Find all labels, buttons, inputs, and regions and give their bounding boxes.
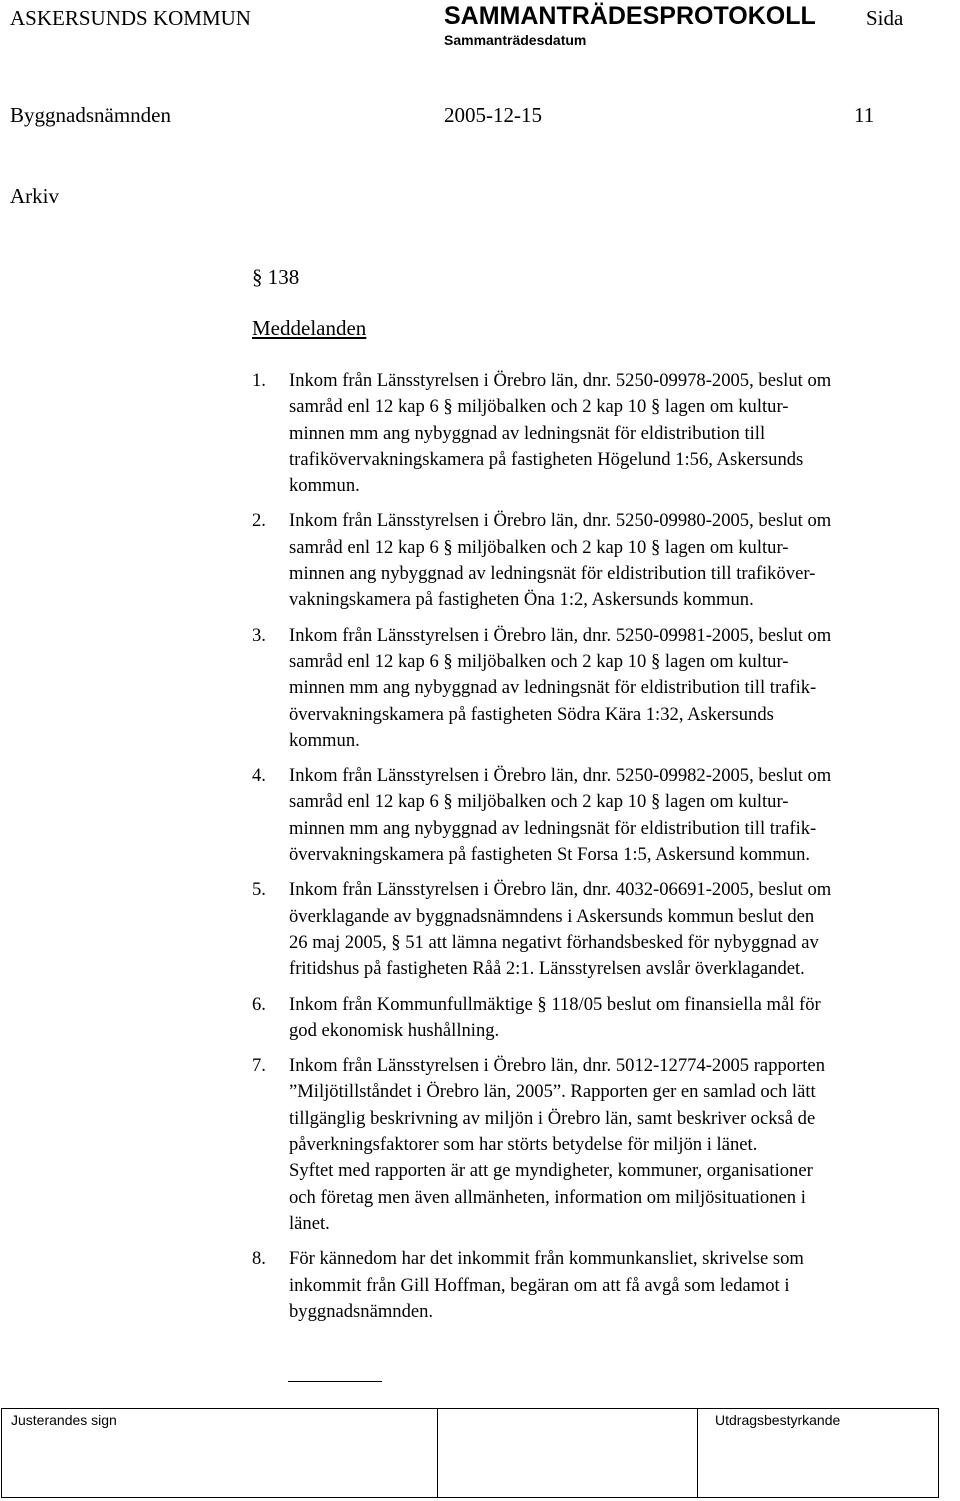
section-title: Meddelanden — [252, 316, 367, 340]
notice-item — [252, 368, 960, 499]
notice-number: 8. — [252, 1248, 266, 1270]
notice-number: 7. — [252, 1055, 266, 1077]
notice-text: Inkom från Länsstyrelsen i Örebro län, dnr. 4032-06691-2005, beslut om överklagande av byggnadsnämndens i Askersunds kommun beslut den 26 maj 2005, § 51 att lämna negativt förhandsbesked för nybyggnad av fritidshus på fastigheten Råå 2:1. Länsstyrelsen avslår överklagandet. — [289, 879, 832, 980]
municipality-name: ASKERSUNDS KOMMUN — [10, 6, 251, 30]
meeting-date: 2005-12-15 — [444, 103, 542, 127]
notice-number: 4. — [252, 765, 266, 787]
notice-text: Inkom från Länsstyrelsen i Örebro län, dnr. 5012-12774-2005 rapporten ”Miljötillståndet i Örebro län, 2005”. Rapporten ger en samlad och lätt tillgänglig beskrivning av miljön i Örebro län, samt beskriver också de påverkningsfaktorer som har störts betydelse för miljön i länet. Syftet med rapporten är att ge myndigheter, kommuner, organisationer och företag men även allmänheten, information om miljösituationen i länet. — [289, 1055, 825, 1234]
adjuster-signature-box — [2, 1409, 438, 1497]
notice-item — [252, 1246, 960, 1325]
notice-item — [252, 877, 960, 982]
notice-text: Inkom från Länsstyrelsen i Örebro län, dnr. 5250-09981-2005, beslut om samråd enl 12 kap 6 § miljöbalken och 2 kap 10 § lagen om kultur- minnen mm ang nybyggnad av ledningsnät för eldistribution till trafik- övervakningskamera på fastigheten Södra Kära 1:32, Askersunds kommun. — [289, 624, 832, 751]
notice-item — [252, 508, 960, 613]
notice-number: 1. — [252, 370, 266, 391]
notice-number: 3. — [252, 624, 266, 646]
certification-label: Utdragsbestyrkande — [715, 1412, 841, 1428]
notice-number: 6. — [252, 993, 266, 1015]
page-number: 11 — [854, 103, 875, 127]
notice-text: För kännedom har det inkommit från kommunkansliet, skrivelse som inkommit från Gill Hoffman, begäran om att få avgå som ledamot i byggnadsnämnden. — [289, 1248, 804, 1322]
signature-footer — [1, 1408, 939, 1498]
document-title: SAMMANTRÄDESPROTOKOLL — [444, 2, 816, 30]
notice-number: 5. — [252, 879, 266, 901]
notice-item — [252, 1053, 960, 1237]
notice-number: 2. — [252, 510, 266, 532]
empty-signature-box — [438, 1409, 698, 1497]
end-of-section-divider — [288, 1381, 382, 1382]
notice-text: Inkom från Länsstyrelsen i Örebro län, dnr. 5250-09982-2005, beslut om samråd enl 12 kap 6 § miljöbalken och 2 kap 10 § lagen om kultur- minnen mm ang nybyggnad av ledningsnät för eldistribution till trafik- övervakningskamera på fastigheten St Forsa 1:5, Askersund kommun. — [289, 765, 832, 866]
notice-text: Inkom från Kommunfullmäktige § 118/05 beslut om finansiella mål för god ekonomisk hushållning. — [289, 993, 821, 1041]
notice-item — [252, 763, 960, 868]
paragraph-number: § 138 — [252, 265, 300, 289]
board-name: Byggnadsnämnden — [10, 103, 171, 127]
notice-text: Inkom från Länsstyrelsen i Örebro län, dnr. 5250-09980-2005, beslut om samråd enl 12 kap 6 § miljöbalken och 2 kap 10 § lagen om kultur- minnen ang nybyggnad av ledningsnät för eldistribution till trafiköver- vakningskamera på fastigheten Öna 1:2, Askersunds kommun. — [289, 510, 832, 611]
notice-item — [252, 992, 960, 1045]
adjuster-signature-label: Justerandes sign — [11, 1412, 117, 1428]
archive-label: Arkiv — [10, 184, 59, 208]
notice-item — [252, 623, 960, 754]
notice-text: Inkom från Länsstyrelsen i Örebro län, dnr. 5250-09978-2005, beslut om samråd enl 12 kap 6 § miljöbalken och 2 kap 10 § lagen om kultur- minnen mm ang nybyggnad av ledningsnät för eldistribution till trafikövervakningskamera på fastigheten Högelund 1:56, Askersunds kommun. — [289, 370, 832, 497]
notices-list — [252, 368, 960, 1334]
page-label: Sida — [866, 6, 904, 30]
meeting-date-label: Sammanträdesdatum — [444, 32, 587, 48]
